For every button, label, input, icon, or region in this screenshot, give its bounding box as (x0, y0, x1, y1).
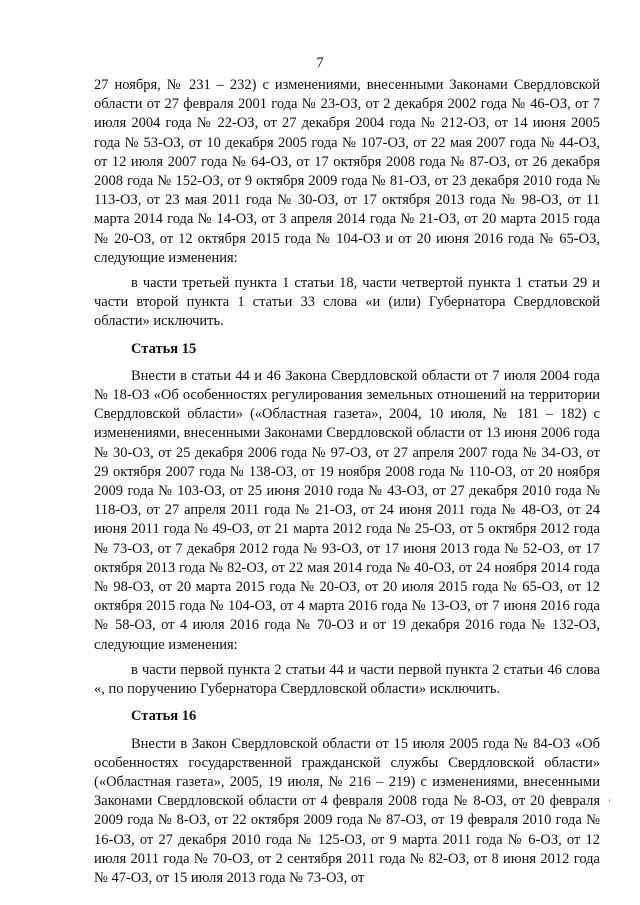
page-number: 7 (316, 55, 324, 71)
article-16-heading: Статья 16 (131, 708, 197, 725)
document-body (94, 76, 600, 888)
paragraph-article-16: Внести в Закон Свердловской области от 15 июля 2005 года № 84-ОЗ «Об особенностях государственной гражданской службы Свердловской области» («Областная газета», 2005, 19 июля, № 216 – 219) с изменениями, внесенными Законами Свердловской области от 4 февраля 2008 года № 8-ОЗ, от 20 февраля 2009 года № 8-ОЗ, от 22 октября 2009 года № 87-ОЗ, от 19 февраля 2010 года № 16-ОЗ, от 27 декабря 2010 года № 125-ОЗ, от 9 марта 2011 года № 6-ОЗ, от 12 июля 2011 года № 70-ОЗ, от 2 сентября 2011 года № 82-ОЗ, от 8 июня 2012 года № 47-ОЗ, от 15 июля 2013 года № 73-ОЗ, от (94, 735, 600, 886)
paragraph-continuation: 27 ноября, № 231 – 232) с изменениями, внесенными Законами Свердловской области от 27 февраля 2001 года № 23-ОЗ, от 2 декабря 2002 года № 46-ОЗ, от 7 июля 2004 года № 22-ОЗ, от 27 декабря 2004 года № 212-ОЗ, от 14 июня 2005 года № 53-ОЗ, от 10 декабря 2005 года № 107-ОЗ, от 22 мая 2007 года № 44-ОЗ, от 12 июля 2007 года № 64-ОЗ, от 17 октября 2008 года № 87-ОЗ, от 26 декабря 2008 года № 152-ОЗ, от 9 октября 2009 года № 81-ОЗ, от 23 декабря 2010 года № 113-ОЗ, от 23 мая 2011 года № 30-ОЗ, от 17 октября 2013 года № 98-ОЗ, от 11 марта 2014 года № 14-ОЗ, от 3 апреля 2014 года № 21-ОЗ, от 20 марта 2015 года № 20-ОЗ, от 12 октября 2015 года № 104-ОЗ и от 20 июня 2016 года № 65-ОЗ, следующие изменения: (94, 77, 600, 266)
article-15-heading: Статья 15 (131, 340, 197, 357)
paragraph-amendment-15: в части первой пункта 2 статьи 44 и части первой пункта 2 статьи 46 слова «, по поручению Губернатора Свердловской области» исключить. (94, 661, 600, 698)
paragraph-amendment-14: в части третьей пункта 1 статьи 18, части четвертой пункта 1 статьи 29 и части второй пункта 1 статьи 33 слова «и (или) Губернатора Свердловской области» исключить. (94, 275, 600, 330)
paragraph-article-15: Внести в статьи 44 и 46 Закона Свердловской области от 7 июля 2004 года № 18-ОЗ «Об особенностях регулирования земельных отношений на территории Свердловской области» («Областная газета», 2004, 10 июля, № 181 – 182) с изменениями, внесенными Законами Свердловской области от 13 июня 2006 года № 30-ОЗ, от 25 декабря 2006 года № 97-ОЗ, от 27 апреля 2007 года № 34-ОЗ, от 29 октября 2007 года № 138-ОЗ, от 19 ноября 2008 года № 110-ОЗ, от 20 ноября 2009 года № 103-ОЗ, от 25 июня 2010 года № 43-ОЗ, от 27 декабря 2010 года № 118-ОЗ, от 27 апреля 2011 года № 21-ОЗ, от 24 июня 2011 года № 48-ОЗ, от 24 июня 2011 года № 49-ОЗ, от 21 марта 2012 года № 25-ОЗ, от 5 октября 2012 года № 73-ОЗ, от 7 декабря 2012 года № 93-ОЗ, от 17 июня 2013 года № 52-ОЗ, от 17 октября 2013 года № 82-ОЗ, от 22 мая 2014 года № 40-ОЗ, от 24 ноября 2014 года № 98-ОЗ, от 20 марта 2015 года № 20-ОЗ, от 20 июля 2015 года № 65-ОЗ, от 12 октября 2015 года № 104-ОЗ, от 4 марта 2016 года № 13-ОЗ, от 7 июня 2016 года № 58-ОЗ, от 4 июля 2016 года № 70-ОЗ и от 19 декабря 2016 года № 132-ОЗ, следующие изменения: (94, 367, 600, 653)
margin-mark: ’ (608, 798, 611, 808)
